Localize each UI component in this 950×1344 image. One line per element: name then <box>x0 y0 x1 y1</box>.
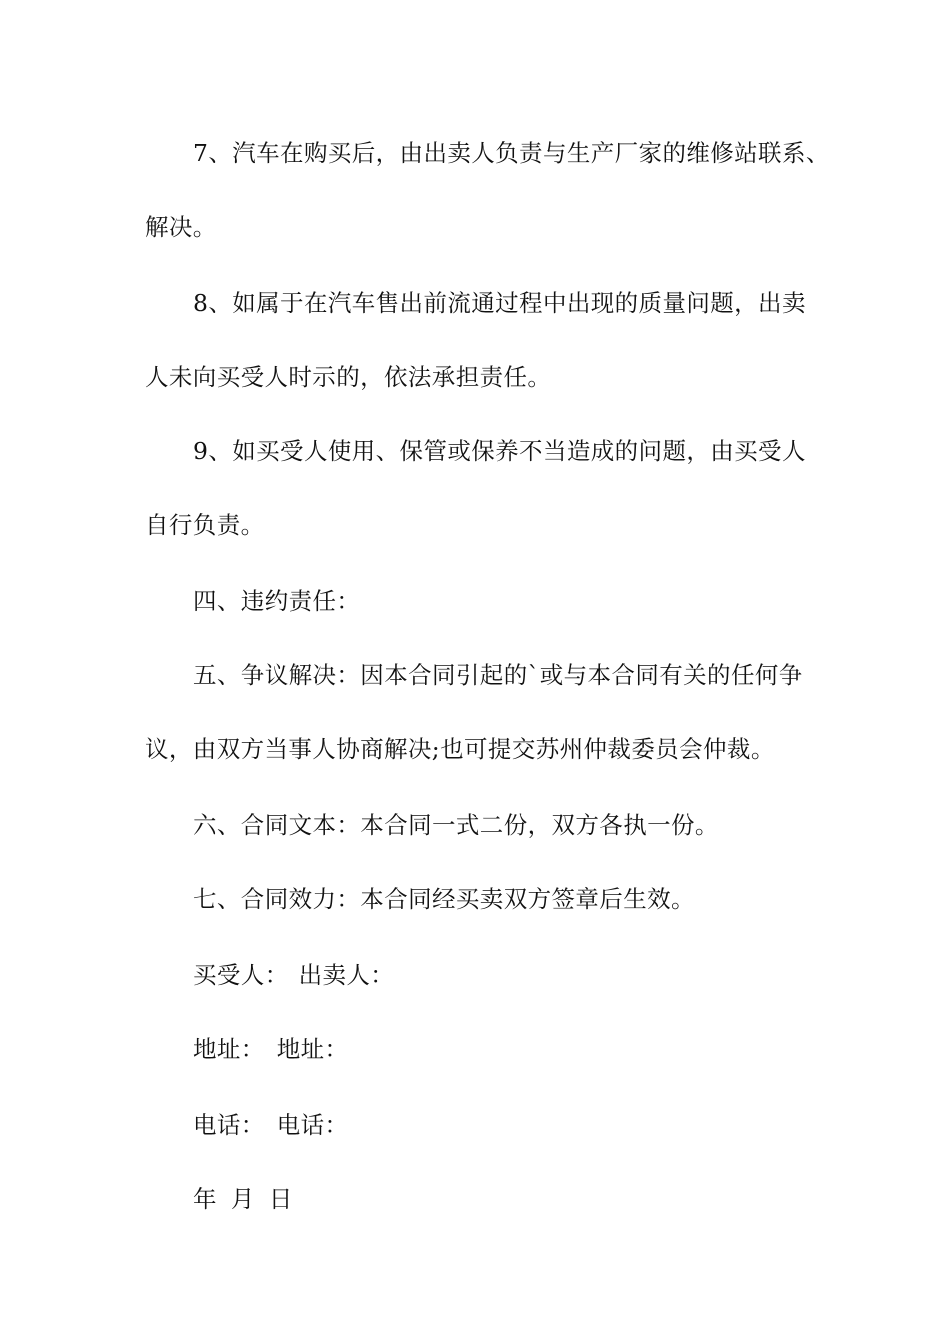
signature-date-row <box>193 1184 293 1214</box>
clause-8-line-2: 人未向买受人时示的，依法承担责任。 <box>145 363 552 391</box>
signature-address-row <box>193 1034 348 1064</box>
date-year: 年 <box>193 1185 217 1213</box>
clause-9-line-1: 9、如买受人使用、保管或保养不当造成的问题，由买受人 <box>193 437 806 465</box>
signature-parties-row <box>193 960 394 990</box>
buyer-phone-label: 电话： <box>193 1111 265 1139</box>
signature-phone-row <box>193 1110 348 1140</box>
clause-8-line-1: 8、如属于在汽车售出前流通过程中出现的质量问题，出卖 <box>193 289 806 317</box>
seller-label: 出卖人： <box>298 961 395 989</box>
section-dispute-line-1: 五、争议解决：因本合同引起的`或与本合同有关的任何争 <box>193 661 803 689</box>
seller-phone-label: 电话： <box>276 1111 349 1139</box>
clause-7-line-2: 解决。 <box>145 213 217 241</box>
date-day: 日 <box>268 1185 293 1213</box>
buyer-label: 买受人： <box>193 961 289 989</box>
seller-address-label: 地址： <box>276 1035 349 1063</box>
clause-7-line-1: 7、汽车在购买后，由出卖人负责与生产厂家的维修站联系、 <box>193 139 830 167</box>
buyer-address-label: 地址： <box>193 1035 265 1063</box>
section-contract-copies: 六、合同文本：本合同一式二份，双方各执一份。 <box>193 811 719 839</box>
section-breach-liability: 四、违约责任： <box>193 587 361 615</box>
section-contract-effect: 七、合同效力：本合同经买卖双方签章后生效。 <box>193 885 695 913</box>
clause-9-line-2: 自行负责。 <box>145 511 265 539</box>
date-month: 月 <box>230 1185 255 1213</box>
section-dispute-line-2: 议，由双方当事人协商解决;也可提交苏州仲裁委员会仲裁。 <box>145 735 775 763</box>
